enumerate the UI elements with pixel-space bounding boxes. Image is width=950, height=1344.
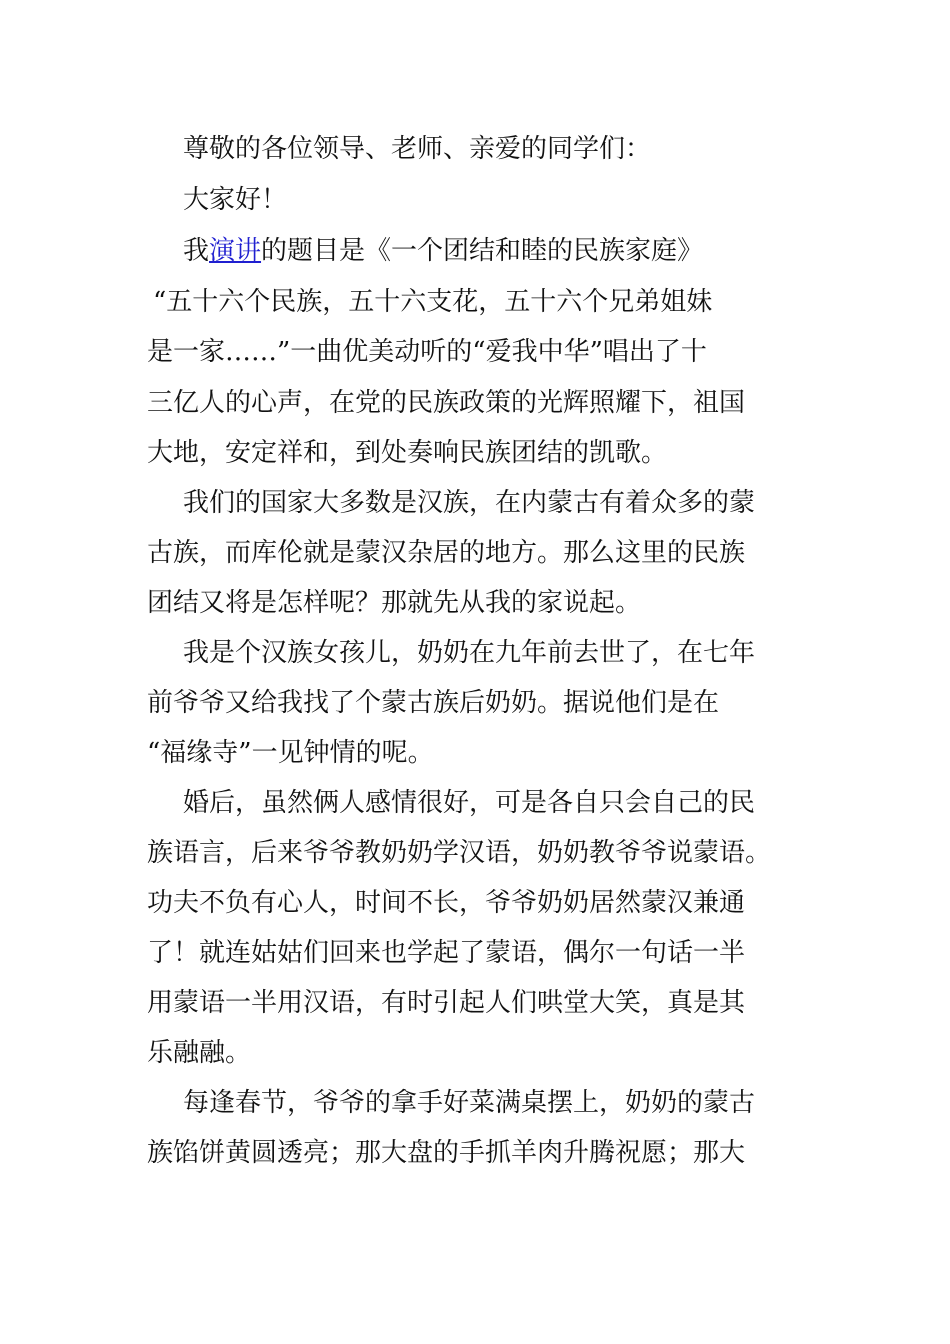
paragraph-4-line-2: 族语言，后来爷爷教奶奶学汉语，奶奶教爷爷说蒙语。 bbox=[147, 838, 772, 868]
paragraph-5-line-2: 族馅饼黄圆透亮；那大盘的手抓羊肉升腾祝愿；那大 bbox=[147, 1138, 746, 1168]
paragraph-4-line-4: 了！就连姑姑们回来也学起了蒙语，偶尔一句话一半 bbox=[147, 938, 746, 968]
paragraph-1-line-2: 是一家……”一曲优美动听的“爱我中华”唱出了十 bbox=[147, 337, 707, 367]
speech-link[interactable]: 演讲 bbox=[209, 236, 262, 266]
paragraph-4-line-6: 乐融融。 bbox=[147, 1038, 252, 1068]
paragraph-3-line-1: 我是个汉族女孩儿，奶奶在九年前去世了，在七年 bbox=[183, 638, 756, 668]
paragraph-1-line-4: 大地，安定祥和，到处奏响民族团结的凯歌。 bbox=[147, 438, 668, 468]
paragraph-2-line-1: 我们的国家大多数是汉族，在内蒙古有着众多的蒙 bbox=[183, 488, 756, 518]
paragraph-4-line-3: 功夫不负有心人，时间不长，爷爷奶奶居然蒙汉兼通 bbox=[147, 888, 746, 918]
paragraph-4-line-1: 婚后，虽然俩人感情很好，可是各自只会自己的民 bbox=[183, 788, 756, 818]
paragraph-2-line-3: 团结又将是怎样呢？那就先从我的家说起。 bbox=[147, 588, 642, 618]
hello-line: 大家好！ bbox=[183, 185, 288, 215]
paragraph-3-line-2: 前爷爷又给我找了个蒙古族后奶奶。据说他们是在 bbox=[147, 688, 720, 718]
paragraph-2-line-2: 古族，而库伦就是蒙汉杂居的地方。那么这里的民族 bbox=[147, 538, 746, 568]
paragraph-4-line-5: 用蒙语一半用汉语，有时引起人们哄堂大笑，真是其 bbox=[147, 988, 746, 1018]
paragraph-3-line-3: “福缘寺”一见钟情的呢。 bbox=[147, 738, 434, 768]
topic-suffix: 的题目是《一个团结和睦的民族家庭》 bbox=[261, 236, 704, 266]
greeting-line: 尊敬的各位领导、老师、亲爱的同学们： bbox=[183, 134, 652, 164]
paragraph-1-line-3: 三亿人的心声，在党的民族政策的光辉照耀下，祖国 bbox=[147, 388, 746, 418]
topic-prefix: 我 bbox=[183, 236, 210, 266]
topic-line bbox=[183, 232, 703, 270]
paragraph-5-line-1: 每逢春节，爷爷的拿手好菜满桌摆上，奶奶的蒙古 bbox=[183, 1088, 756, 1118]
paragraph-1-line-1: “五十六个民族，五十六支花，五十六个兄弟姐妹 bbox=[153, 287, 713, 317]
